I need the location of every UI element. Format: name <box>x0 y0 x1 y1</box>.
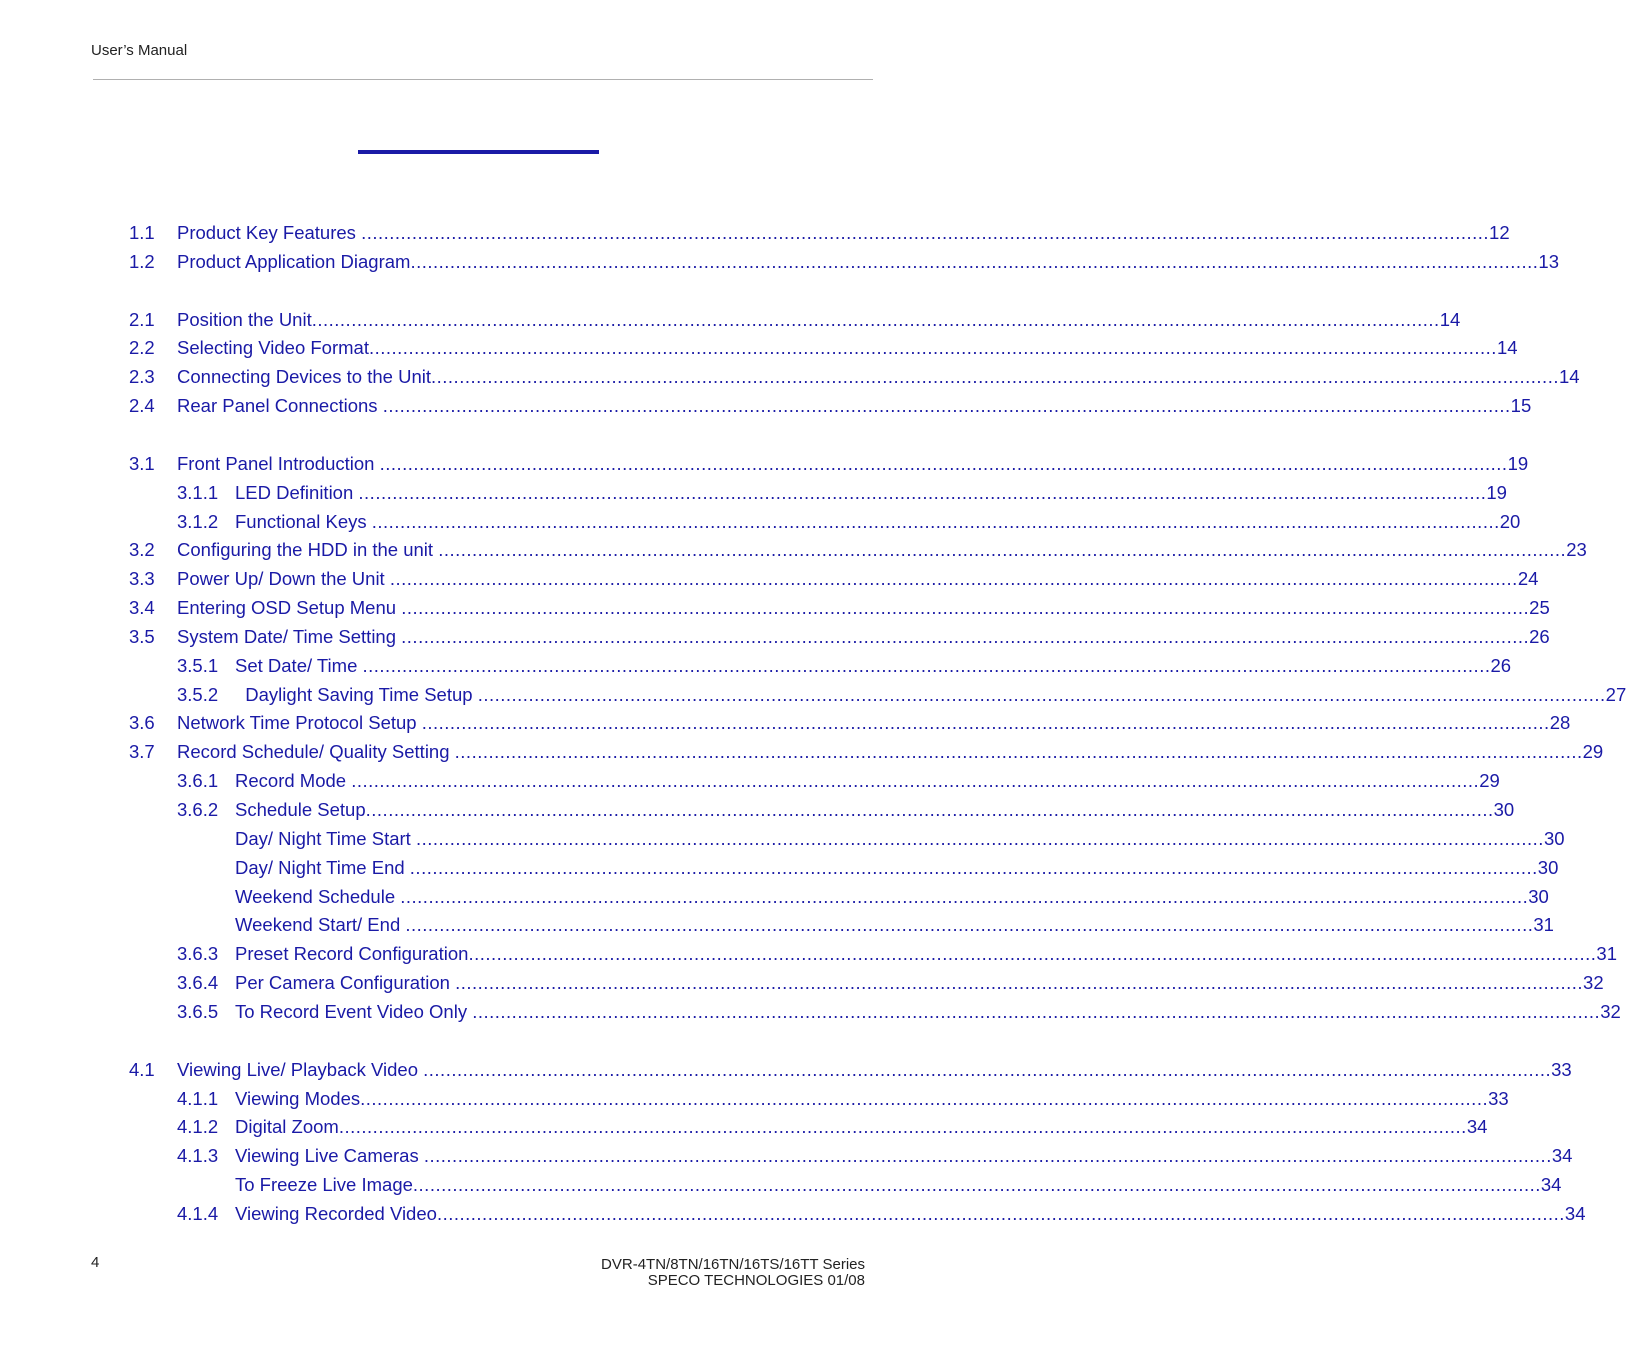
toc-entry[interactable] <box>0 394 1532 418</box>
toc-entry-label: Product Key Features <box>177 222 362 243</box>
toc-entry-number: 2.2 <box>129 337 155 358</box>
toc-entry-label: Selecting Video Format <box>177 337 369 358</box>
toc-entry-page: 34 <box>1564 1203 1586 1224</box>
toc-entry[interactable] <box>0 827 1565 851</box>
toc-entry-page: 30 <box>1493 799 1515 820</box>
toc-entry[interactable] <box>0 308 1461 332</box>
toc-entry[interactable] <box>0 452 1529 476</box>
toc-entry-label: Preset Record Configuration <box>235 943 469 964</box>
toc-entry-number: 3.6.3 <box>177 943 219 964</box>
toc-entry-label: Weekend Schedule <box>235 886 401 907</box>
toc-entry-page: 30 <box>1543 828 1565 849</box>
toc-leader-dots: ........................................................................................................................................................................................................ <box>455 972 1584 993</box>
toc-entry-number: 3.1.1 <box>177 482 219 503</box>
toc-entry-page: 30 <box>1528 886 1549 907</box>
toc-leader-dots: ........................................................................................................................................................................................................ <box>401 626 1530 647</box>
toc-entry-label: LED Definition <box>235 482 359 503</box>
toc-entry-number: 3.6.2 <box>177 799 219 820</box>
toc-entry[interactable] <box>0 769 1500 793</box>
toc-entry[interactable] <box>0 250 1559 274</box>
footer-series: DVR-4TN/8TN/16TN/16TS/16TT Series <box>601 1256 865 1273</box>
toc-entry[interactable] <box>0 1202 1586 1226</box>
toc-leader-dots: ........................................................................................................................................................................................................ <box>371 511 1500 532</box>
toc-leader-dots: ........................................................................................................................................................................................................ <box>438 539 1567 560</box>
toc-entry-label: Day/ Night Time End <box>235 857 410 878</box>
toc-leader-dots: ........................................................................................................................................................................................................ <box>311 309 1440 330</box>
toc-entry[interactable] <box>0 885 1549 909</box>
toc-entry-label: Viewing Live Cameras <box>235 1145 424 1166</box>
toc-entry[interactable] <box>0 1173 1562 1197</box>
toc-entry-page: 15 <box>1510 395 1532 416</box>
toc-entry[interactable] <box>0 538 1587 562</box>
toc-entry-number: 3.5.2 <box>177 684 219 705</box>
toc-entry-label: Daylight Saving Time Setup <box>235 684 478 705</box>
toc-leader-dots: ........................................................................................................................................................................................................ <box>409 857 1538 878</box>
toc-leader-dots: ........................................................................................................................................................................................................ <box>400 886 1529 907</box>
toc-entry-label: Day/ Night Time Start <box>235 828 416 849</box>
toc-entry-number: 3.6.1 <box>177 770 219 791</box>
toc-entry-page: 19 <box>1507 453 1529 474</box>
toc-entry-page: 27 <box>1605 684 1626 705</box>
toc-entry-page: 14 <box>1439 309 1461 330</box>
toc-entry-label: Functional Keys <box>235 511 372 532</box>
toc-leader-dots: ........................................................................................................................................................................................................ <box>477 684 1606 705</box>
toc-leader-dots: ........................................................................................................................................................................................................ <box>423 1145 1552 1166</box>
toc-entry[interactable] <box>0 1087 1509 1111</box>
toc-leader-dots: ........................................................................................................................................................................................................ <box>365 799 1494 820</box>
toc-entry-page: 26 <box>1490 655 1512 676</box>
toc-leader-dots: ........................................................................................................................................................................................................ <box>412 1174 1541 1195</box>
toc-entry-label: Entering OSD Setup Menu <box>177 597 402 618</box>
toc-leader-dots: ........................................................................................................................................................................................................ <box>401 597 1530 618</box>
toc-entry-label: Configuring the HDD in the unit <box>177 539 439 560</box>
toc-entry-page: 34 <box>1540 1174 1562 1195</box>
toc-entry-page: 29 <box>1582 741 1604 762</box>
toc-entry-label: Position the Unit <box>177 309 312 330</box>
toc-entry-label: Power Up/ Down the Unit <box>177 568 390 589</box>
toc-leader-dots: ........................................................................................................................................................................................................ <box>405 914 1534 935</box>
toc-leader-dots: ........................................................................................................................................................................................................ <box>368 337 1497 358</box>
toc-leader-dots: ........................................................................................................................................................................................................ <box>421 712 1550 733</box>
toc-entry-number: 4.1.3 <box>177 1145 219 1166</box>
toc-leader-dots: ........................................................................................................................................................................................................ <box>379 453 1508 474</box>
toc-entry-label: Schedule Setup <box>235 799 366 820</box>
toc-entry-label: Front Panel Introduction <box>177 453 380 474</box>
toc-leader-dots: ........................................................................................................................................................................................................ <box>436 1203 1565 1224</box>
toc-entry-number: 3.7 <box>129 741 155 762</box>
toc-entry-label: Weekend Start/ End <box>235 914 406 935</box>
toc-entry[interactable] <box>0 365 1580 389</box>
title-underline <box>358 150 599 154</box>
toc-leader-dots: ........................................................................................................................................................................................................ <box>415 828 1544 849</box>
toc-entry-page: 30 <box>1537 857 1559 878</box>
toc-leader-dots: ........................................................................................................................................................................................................ <box>454 741 1583 762</box>
toc-entry-number: 2.1 <box>129 309 155 330</box>
toc-entry-page: 20 <box>1499 511 1521 532</box>
toc-entry-label: Digital Zoom <box>235 1116 339 1137</box>
toc-entry-number: 3.4 <box>129 597 155 618</box>
toc-leader-dots: ........................................................................................................................................................................................................ <box>382 395 1511 416</box>
toc-entry-page: 13 <box>1538 251 1559 272</box>
toc-entry-number: 3.2 <box>129 539 155 560</box>
toc-entry-label: Record Mode <box>235 770 352 791</box>
toc-entry-page: 32 <box>1583 972 1604 993</box>
toc-leader-dots: ........................................................................................................................................................................................................ <box>362 655 1491 676</box>
toc-entry[interactable] <box>0 1058 1572 1082</box>
toc-entry-number: 3.1 <box>129 453 155 474</box>
toc-entry-number: 3.3 <box>129 568 155 589</box>
toc-entry-label: System Date/ Time Setting <box>177 626 402 647</box>
toc-leader-dots: ........................................................................................................................................................................................................ <box>423 1059 1552 1080</box>
toc-entry-number: 4.1.2 <box>177 1116 219 1137</box>
toc-entry-number: 4.1.4 <box>177 1203 219 1224</box>
toc-entry-page: 34 <box>1551 1145 1573 1166</box>
toc-entry-number: 3.6 <box>129 712 155 733</box>
toc-entry[interactable] <box>0 683 1626 707</box>
toc-entry-page: 32 <box>1600 1001 1621 1022</box>
toc-leader-dots: ........................................................................................................................................................................................................ <box>358 482 1487 503</box>
toc-leader-dots: ........................................................................................................................................................................................................ <box>472 1001 1601 1022</box>
toc-entry-label: Product Application Diagram <box>177 251 411 272</box>
toc-entry-number: 2.3 <box>129 366 155 387</box>
toc-entry-label: To Record Event Video Only <box>235 1001 473 1022</box>
toc-entry[interactable] <box>0 942 1617 966</box>
toc-entry[interactable] <box>0 567 1539 591</box>
toc-entry-label: Viewing Live/ Playback Video <box>177 1059 424 1080</box>
toc-entry[interactable] <box>0 856 1559 880</box>
toc-entry-number: 4.1 <box>129 1059 155 1080</box>
toc-entry-label: To Freeze Live Image <box>235 1174 413 1195</box>
toc-entry[interactable] <box>0 510 1521 534</box>
toc-entry-label: Record Schedule/ Quality Setting <box>177 741 455 762</box>
toc-entry-number: 3.5.1 <box>177 655 219 676</box>
toc-entry[interactable] <box>0 711 1571 735</box>
running-header: User’s Manual <box>91 42 188 59</box>
toc-entry-page: 24 <box>1517 568 1539 589</box>
toc-leader-dots: ........................................................................................................................................................................................................ <box>431 366 1559 387</box>
toc-entry-label: Set Date/ Time <box>235 655 363 676</box>
toc-entry-page: 12 <box>1489 222 1510 243</box>
toc-entry[interactable] <box>0 221 1510 245</box>
toc-entry-number: 3.6.4 <box>177 972 219 993</box>
toc-entry-page: 26 <box>1529 626 1550 647</box>
toc-entry-label: Network Time Protocol Setup <box>177 712 422 733</box>
toc-entry-page: 23 <box>1566 539 1587 560</box>
toc-entry-number: 2.4 <box>129 395 155 416</box>
toc-entry-number: 3.5 <box>129 626 155 647</box>
toc-leader-dots: ........................................................................................................................................................................................................ <box>389 568 1518 589</box>
toc-leader-dots: ........................................................................................................................................................................................................ <box>468 943 1597 964</box>
header-divider <box>93 79 873 80</box>
toc-entry-number: 1.2 <box>129 251 155 272</box>
toc-leader-dots: ........................................................................................................................................................................................................ <box>338 1116 1467 1137</box>
toc-entry[interactable] <box>0 740 1604 764</box>
toc-entry[interactable] <box>0 481 1507 505</box>
toc-entry-label: Per Camera Configuration <box>235 972 456 993</box>
footer-company: SPECO TECHNOLOGIES 01/08 <box>647 1272 865 1289</box>
toc-entry[interactable] <box>0 654 1512 678</box>
toc-entry-label: Viewing Modes <box>235 1088 361 1109</box>
toc-entry-number: 4.1.1 <box>177 1088 219 1109</box>
toc-leader-dots: ........................................................................................................................................................................................................ <box>351 770 1480 791</box>
toc-entry-number: 1.1 <box>129 222 155 243</box>
toc-leader-dots: ........................................................................................................................................................................................................ <box>360 1088 1489 1109</box>
footer-info <box>601 1257 865 1289</box>
toc-entry-page: 28 <box>1549 712 1571 733</box>
toc-entry-page: 19 <box>1486 482 1507 503</box>
toc-entry-page: 14 <box>1558 366 1580 387</box>
toc-entry[interactable] <box>0 1115 1488 1139</box>
toc-entry-page: 25 <box>1529 597 1550 618</box>
page-number: 4 <box>91 1254 100 1271</box>
toc-entry[interactable] <box>0 596 1550 620</box>
toc-entry[interactable] <box>0 1000 1621 1024</box>
toc-entry-page: 31 <box>1596 943 1617 964</box>
toc-entry[interactable] <box>0 1144 1573 1168</box>
toc-entry-number: 3.6.5 <box>177 1001 219 1022</box>
toc-entry-page: 29 <box>1479 770 1500 791</box>
toc-entry[interactable] <box>0 798 1515 822</box>
toc-entry-page: 33 <box>1488 1088 1509 1109</box>
toc-entry-label: Viewing Recorded Video <box>235 1203 437 1224</box>
toc-entry-number: 3.1.2 <box>177 511 219 532</box>
toc-entry-page: 31 <box>1533 914 1554 935</box>
toc-entry[interactable] <box>0 625 1550 649</box>
toc-entry-label: Rear Panel Connections <box>177 395 383 416</box>
toc-leader-dots: ........................................................................................................................................................................................................ <box>361 222 1490 243</box>
toc-entry[interactable] <box>0 971 1604 995</box>
toc-leader-dots: ........................................................................................................................................................................................................ <box>410 251 1539 272</box>
toc-entry-page: 34 <box>1466 1116 1488 1137</box>
toc-entry-label: Connecting Devices to the Unit <box>177 366 431 387</box>
toc-entry[interactable] <box>0 336 1518 360</box>
toc-entry-page: 14 <box>1496 337 1518 358</box>
toc-entry-page: 33 <box>1551 1059 1572 1080</box>
toc-entry[interactable] <box>0 913 1554 937</box>
